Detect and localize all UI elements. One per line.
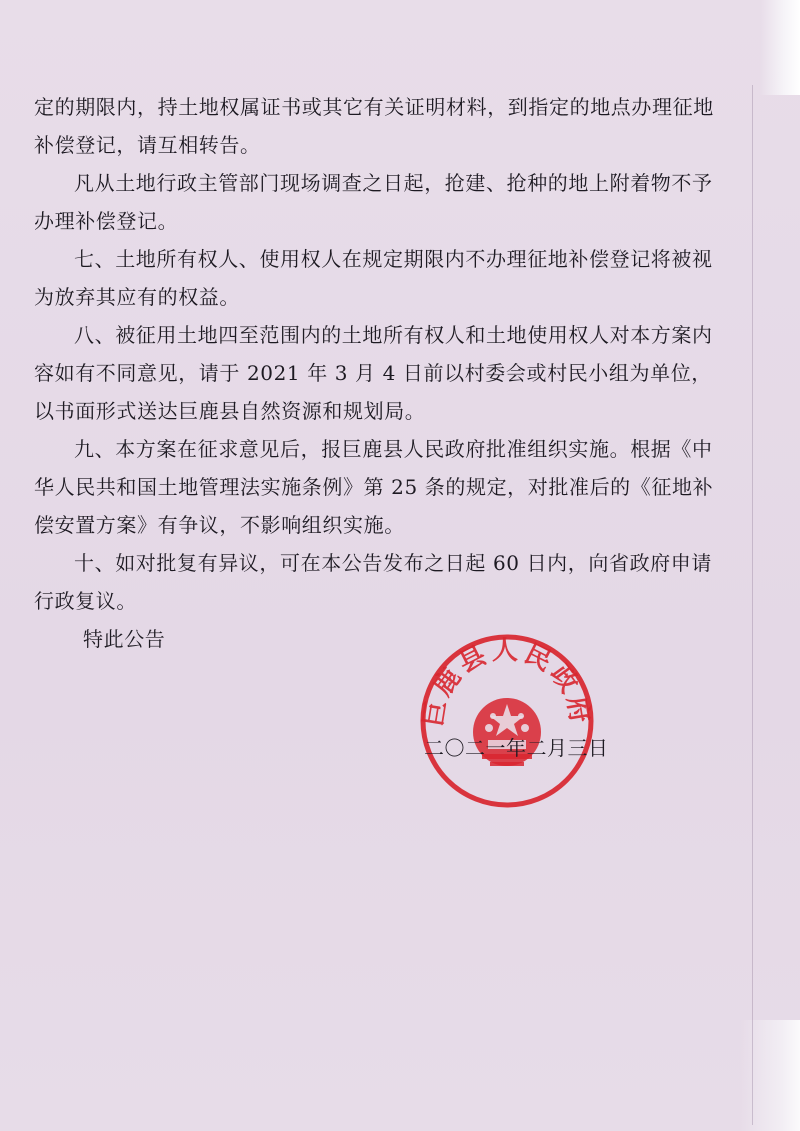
paragraph-item-nine: 九、本方案在征求意见后，报巨鹿县人民政府批准组织实施。根据《中华人民共和国土地管理法实施条例》第 25 条的规定，对批准后的《征地补偿安置方案》有争议，不影响组织实施。: [34, 437, 714, 537]
official-seal: [418, 632, 596, 810]
document-body: [34, 88, 714, 658]
paragraph-item-eight: 八、被征用土地四至范围内的土地所有权人和土地使用权人对本方案内容如有不同意见，请于 2021 年 3 月 4 日前以村委会或村民小组为单位，以书面形式送达巨鹿县自然资源和规划局。: [34, 323, 713, 423]
seal-text: 巨鹿县人民政府: [418, 636, 596, 729]
paragraph-registration: 定的期限内，持土地权属证书或其它有关证明材料，到指定的地点办理征地补偿登记，请互相转告。: [34, 95, 714, 157]
closing-phrase: 特此公告: [83, 627, 166, 651]
paragraph-item-ten: 十、如对批复有异议，可在本公告发布之日起 60 日内，向省政府申请行政复议。: [34, 551, 712, 613]
page-fold-line: [752, 85, 753, 1125]
paragraph-no-registration: 凡从土地行政主管部门现场调查之日起，抢建、抢种的地上附着物不予办理补偿登记。: [34, 171, 713, 233]
scan-edge-bottom: [740, 1020, 800, 1131]
scan-edge-top: [760, 0, 800, 95]
paragraph-item-seven: 七、土地所有权人、使用权人在规定期限内不办理征地补偿登记将被视为放弃其应有的权益。: [34, 247, 713, 309]
issue-date: 二〇二一年二月三日: [424, 736, 609, 760]
